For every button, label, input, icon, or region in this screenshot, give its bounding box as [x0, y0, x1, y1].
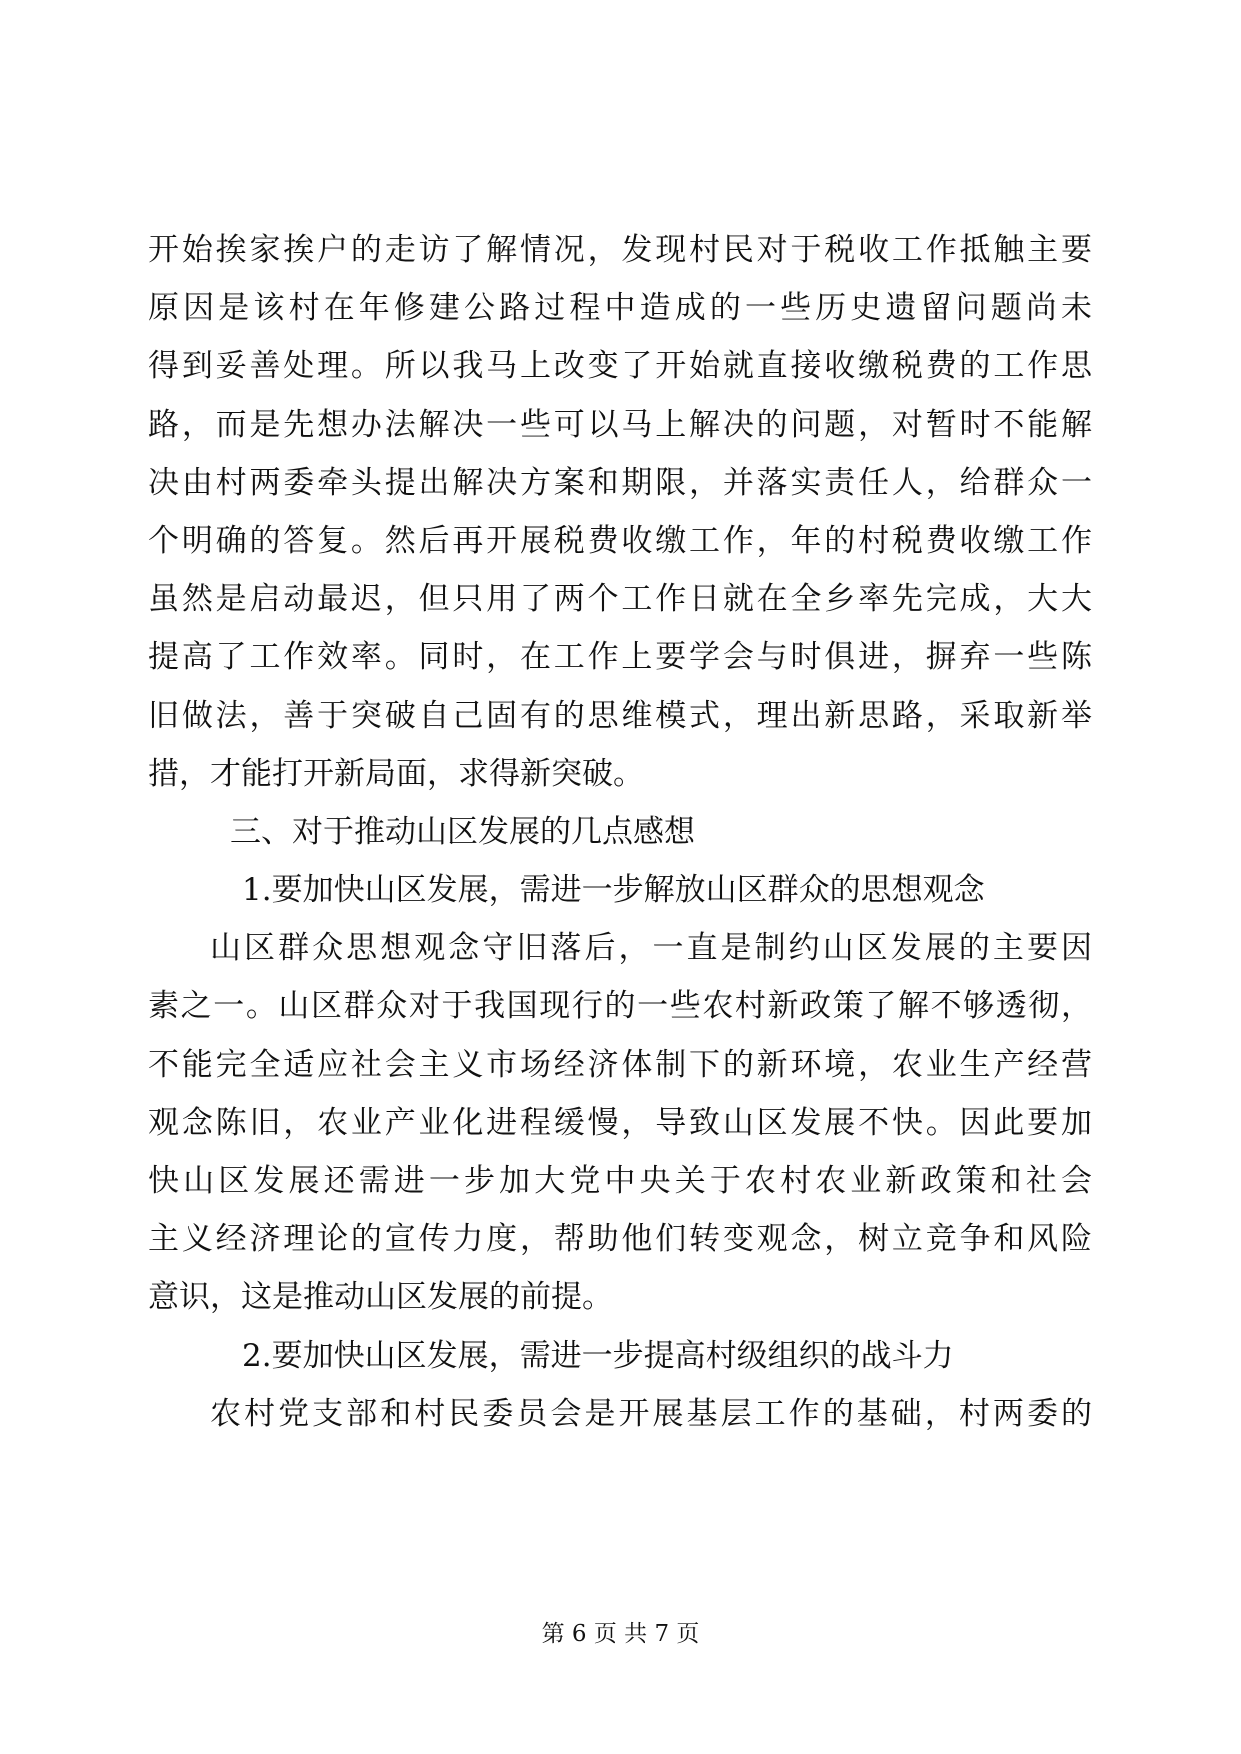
- paragraph-line: 素之一。山区群众对于我国现行的一些农村新政策了解不够透彻，: [148, 988, 1092, 1025]
- paragraph-line: 开始挨家挨户的走访了解情况，发现村民对于税收工作抵触主要: [148, 232, 1092, 268]
- paragraph-line: 原因是该村在年修建公路过程中造成的一些历史遗留问题尚未: [148, 290, 1092, 327]
- section-heading: 三、对于推动山区发展的几点感想: [230, 813, 695, 850]
- paragraph-line: 农村党支部和村民委员会是开展基层工作的基础，村两委的: [210, 1395, 1092, 1432]
- paragraph-line: 旧做法，善于突破自己固有的思维模式，理出新思路，采取新举: [148, 697, 1092, 734]
- paragraph-line: 主义经济理论的宣传力度，帮助他们转变观念，树立竞争和风险: [148, 1221, 1092, 1258]
- paragraph-line: 虽然是启动最迟，但只用了两个工作日就在全乡率先完成，大大: [148, 581, 1092, 618]
- document-body: [148, 221, 1092, 1443]
- paragraph-line: 山区群众思想观念守旧落后，一直是制约山区发展的主要因: [210, 930, 1092, 967]
- paragraph-line: 不能完全适应社会主义市场经济体制下的新环境，农业生产经营: [148, 1046, 1092, 1083]
- paragraph-line: 路，而是先想办法解决一些可以马上解决的问题，对暂时不能解: [148, 406, 1092, 443]
- paragraph-line: 措，才能打开新局面，求得新突破。: [148, 755, 644, 792]
- page-number-footer: 第 6 页 共 7 页: [541, 1621, 700, 1647]
- paragraph-line: 快山区发展还需进一步加大党中央关于农村农业新政策和社会: [148, 1163, 1092, 1199]
- paragraph-line: 观念陈旧，农业产业化进程缓慢，导致山区发展不快。因此要加: [148, 1104, 1092, 1141]
- subsection-heading: 1.要加快山区发展，需进一步解放山区群众的思想观念: [242, 872, 985, 909]
- paragraph-line: 个明确的答复。然后再开展税费收缴工作，年的村税费收缴工作: [148, 522, 1092, 559]
- subsection-heading: 2.要加快山区发展，需进一步提高村级组织的战斗力: [242, 1337, 954, 1374]
- paragraph-line: 提高了工作效率。同时，在工作上要学会与时俱进，摒弃一些陈: [148, 639, 1092, 676]
- paragraph-line: 决由村两委牵头提出解决方案和期限，并落实责任人，给群众一: [148, 464, 1092, 501]
- paragraph-line: 得到妥善处理。所以我马上改变了开始就直接收缴税费的工作思: [148, 348, 1092, 385]
- paragraph-line: 意识，这是推动山区发展的前提。: [148, 1279, 613, 1316]
